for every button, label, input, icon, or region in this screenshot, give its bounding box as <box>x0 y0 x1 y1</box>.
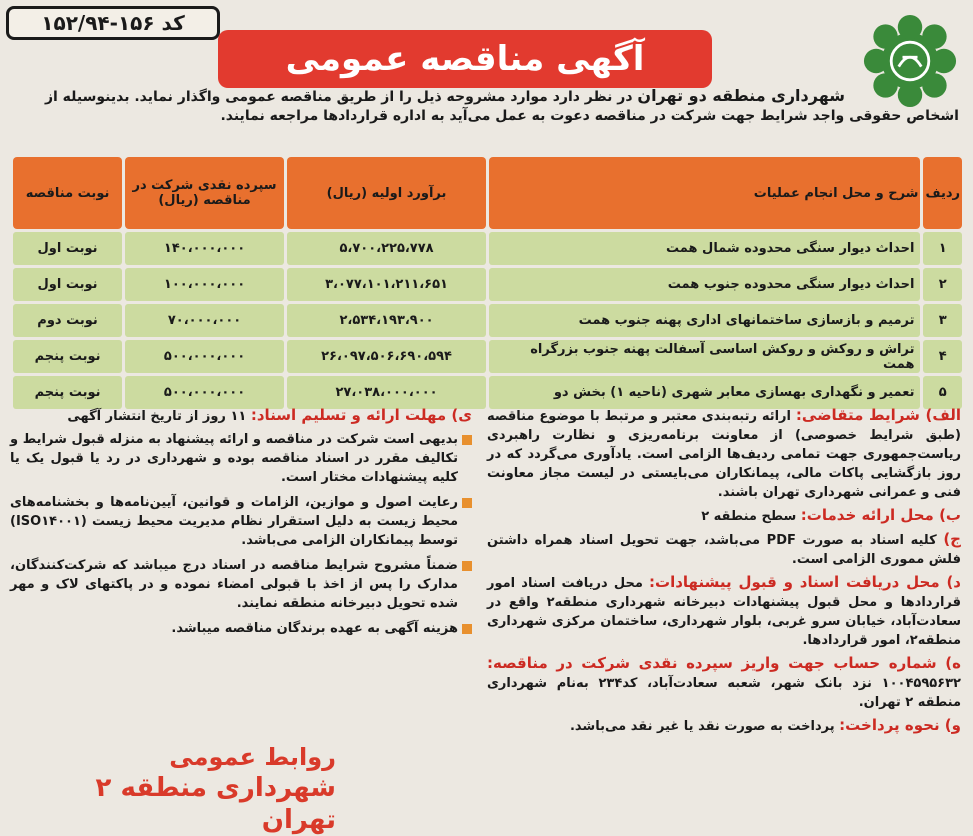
note-item <box>10 493 472 550</box>
deadline-title: ی) مهلت ارائه و تسلیم اسناد: <box>250 406 472 424</box>
tehran-municipality-logo-icon <box>863 14 957 108</box>
condition-d <box>487 573 961 650</box>
table-row <box>13 232 962 265</box>
note-text: ضمناً مشروح شرایط مناقصه در اسناد درج میباشد که شرکت‌کنندگان، مدارک را پس از اخذ با قبولی امضاء نموده و در پاکتهای لاک و مهر شده تحویل دبیرخانه منطقه نمایند. <box>10 558 458 611</box>
deadline-body: ۱۱ روز از تاریخ انتشار آگهی <box>67 409 251 424</box>
signature-line-1: روابط عمومی <box>169 743 336 771</box>
condition-f-title: و) نحوه پرداخت: <box>839 716 961 734</box>
condition-b-body: سطح منطقه ۲ <box>701 509 801 524</box>
note-item <box>10 556 472 613</box>
condition-c-body: کلیه اسناد به صورت PDF می‌باشد، جهت تحویل اسناد همراه داشتن فلش مموری الزامی است. <box>487 533 961 567</box>
condition-b <box>487 506 961 526</box>
condition-d-body: محل دریافت اسناد امور قراردادها و محل قبول پیشنهادات دبیرخانه شهرداری منطقه۲ واقع در سعادت‌آباد، خیابان سرو غربی، بلوار شهرداری، ساختمان مرکزی شهرداری منطقه۲، امور قراردادها. <box>487 576 962 648</box>
row-number: ۲ <box>923 268 962 301</box>
row-description: احداث دیوار سنگی محدوده شمال همت <box>489 232 920 265</box>
condition-e-title: ه) شماره حساب جهت واریز سپرده نقدی شرکت در مناقصه: <box>487 654 961 672</box>
condition-c <box>487 530 961 569</box>
square-bullet-icon <box>462 435 472 445</box>
row-estimate: ۲،۵۳۴،۱۹۳،۹۰۰ <box>287 304 486 337</box>
row-estimate: ۳،۰۷۷،۱۰۱،۲۱۱،۶۵۱ <box>287 268 486 301</box>
signature-block <box>36 742 336 836</box>
condition-e <box>487 654 961 712</box>
notes-column <box>10 406 472 644</box>
row-description: تعمیر و نگهداری بهسازی معابر شهری (ناحیه ۱) بخش دو <box>489 376 920 409</box>
header-round: نوبت مناقصه <box>13 157 122 229</box>
note-item <box>10 619 472 638</box>
condition-a-title: الف) شرایط متقاضی: <box>795 406 961 424</box>
condition-e-body: ۱۰۰۴۵۹۵۶۳۲ نزد بانک شهر، شعبه سعادت‌آباد، کد۲۳۴ به‌نام شهرداری منطقه ۲ تهران. <box>487 676 961 710</box>
square-bullet-icon <box>462 498 472 508</box>
row-number: ۳ <box>923 304 962 337</box>
header-description: شرح و محل انجام عملیات <box>489 157 920 229</box>
tender-items-table <box>10 154 965 412</box>
condition-a-body: ارائه رتبه‌بندی معتبر و مرتبط با موضوع مناقصه (طبق شرایط خصوصی) از معاونت برنامه‌ریزی و نظارت راهبردی ریاست‌جمهوری جهت تمامی ردیف‌ها الزامی است. یادآوری می‌گردد که در روز بازگشایی پاکات مالی، پیمانکاران می‌بایستی در لیست مجاز معاونت فنی و عمرانی شهرداری تهران باشند. <box>487 409 961 500</box>
row-number: ۴ <box>923 340 962 373</box>
row-deposit: ۱۰۰،۰۰۰،۰۰۰ <box>125 268 284 301</box>
header-deposit: سپرده نقدی شرکت در مناقصه (ریال) <box>125 157 284 229</box>
intro-line-1 <box>10 86 845 107</box>
condition-a <box>487 406 961 502</box>
intro-line-1-text: در نظر دارد موارد مشروحه ذیل را از طریق مناقصه عمومی واگذار نماید. بدینوسیله از <box>44 89 638 105</box>
table-row <box>13 340 962 373</box>
condition-f <box>487 716 961 736</box>
row-estimate: ۲۷،۰۳۸،۰۰۰،۰۰۰ <box>287 376 486 409</box>
intro-line-2: اشخاص حقوقی واجد شرایط جهت شرکت در مناقصه دعوت به عمل می‌آید به اداره قراردادها مراجعه نمایند. <box>220 108 959 124</box>
row-number: ۱ <box>923 232 962 265</box>
row-description: احداث دیوار سنگی محدوده جنوب همت <box>489 268 920 301</box>
notice-title-banner <box>218 30 712 88</box>
row-number: ۵ <box>923 376 962 409</box>
table-row <box>13 376 962 409</box>
note-text: هزینه آگهی به عهده برندگان مناقصه میباشد. <box>171 621 458 636</box>
square-bullet-icon <box>462 624 472 634</box>
table-row <box>13 268 962 301</box>
condition-f-body: پرداخت به صورت نقد یا غیر نقد می‌باشد. <box>569 719 840 734</box>
table-header-row <box>13 157 962 229</box>
notice-code-text: کد ۱۵۶-۱۵۲/۹۴ <box>41 11 185 35</box>
conditions-column <box>487 406 961 740</box>
row-estimate: ۲۶،۰۹۷،۵۰۶،۶۹۰،۵۹۴ <box>287 340 486 373</box>
row-round: نوبت اول <box>13 232 122 265</box>
organization-name: شهرداری منطقه دو تهران <box>637 86 845 105</box>
header-estimate: برآورد اولیه (ریال) <box>287 157 486 229</box>
notice-code <box>6 6 220 40</box>
row-deposit: ۱۴۰،۰۰۰،۰۰۰ <box>125 232 284 265</box>
row-deposit: ۵۰۰،۰۰۰،۰۰۰ <box>125 376 284 409</box>
row-round: نوبت دوم <box>13 304 122 337</box>
condition-c-title: ج) <box>943 530 961 548</box>
row-round: نوبت پنجم <box>13 376 122 409</box>
note-text: رعایت اصول و موازین، الزامات و قوانین، آیین‌نامه‌ها و بخشنامه‌های محیط زیست به دلیل استقرار نظام مدیریت محیط زیست (ISO۱۴۰۰۱) توسط پیمانکاران الزامی می‌باشد. <box>10 495 458 548</box>
signature-line-2: شهرداری منطقه ۲ تهران <box>95 773 336 835</box>
deadline <box>10 406 472 426</box>
row-description: تراش و روکش و روکش اساسی آسفالت پهنه جنوب بزرگراه همت <box>489 340 920 373</box>
condition-d-title: د) محل دریافت اسناد و قبول پیشنهادات: <box>649 573 961 591</box>
note-text: بدیهی است شرکت در مناقصه و ارائه پیشنهاد به منزله قبول شرایط و تکالیف مقرر در اسناد مناقصه بوده و شهرداری در رد یا قبول یک یا کلیه پیشنهادات مختار است. <box>10 432 458 485</box>
row-round: نوبت اول <box>13 268 122 301</box>
note-item <box>10 430 472 487</box>
row-deposit: ۵۰۰،۰۰۰،۰۰۰ <box>125 340 284 373</box>
square-bullet-icon <box>462 561 472 571</box>
tender-table <box>10 154 965 412</box>
condition-b-title: ب) محل ارائه خدمات: <box>800 506 961 524</box>
table-row <box>13 304 962 337</box>
notice-title: آگهی مناقصه عمومی <box>285 39 645 79</box>
row-deposit: ۷۰،۰۰۰،۰۰۰ <box>125 304 284 337</box>
row-description: ترمیم و بازسازی ساختمانهای اداری پهنه جنوب همت <box>489 304 920 337</box>
header-row-number: ردیف <box>923 157 962 229</box>
row-round: نوبت پنجم <box>13 340 122 373</box>
row-estimate: ۵،۷۰۰،۲۲۵،۷۷۸ <box>287 232 486 265</box>
